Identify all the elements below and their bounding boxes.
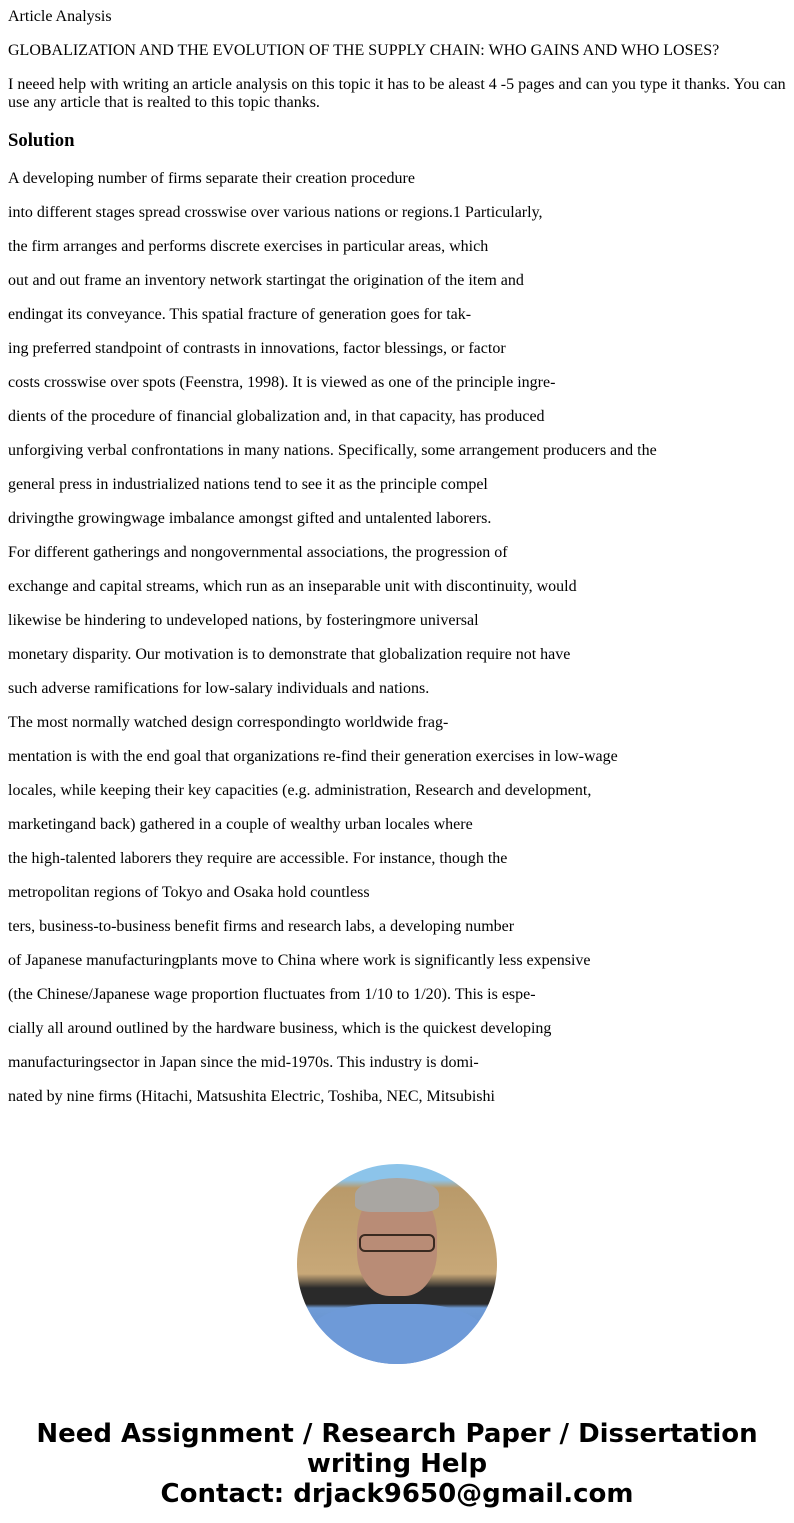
footer-line: writing Help: [306, 1449, 488, 1479]
solution-line: such adverse ramifications for low-salary individuals and nations.: [8, 680, 430, 697]
solution-line: cially all around outlined by the hardware business, which is the quickest developing: [8, 1020, 552, 1037]
solution-line: A developing number of firms separate their creation procedure: [8, 170, 415, 187]
solution-line: the firm arranges and performs discrete exercises in particular areas, which: [8, 238, 489, 255]
solution-line: likewise be hindering to undeveloped nations, by fosteringmore universal: [8, 612, 479, 629]
solution-line: (the Chinese/Japanese wage proportion fluctuates from 1/10 to 1/20). This is espe-: [8, 986, 536, 1003]
solution-line: For different gatherings and nongovernmental associations, the progression of: [8, 544, 508, 561]
solution-line: locales, while keeping their key capacities (e.g. administration, Research and development,: [8, 782, 592, 799]
solution-line: ing preferred standpoint of contrasts in innovations, factor blessings, or factor: [8, 340, 506, 357]
article-label: Article Analysis: [8, 8, 112, 25]
solution-line: of Japanese manufacturingplants move to China where work is significantly less expensive: [8, 952, 591, 969]
solution-line: costs crosswise over spots (Feenstra, 1998). It is viewed as one of the principle ingre-: [8, 374, 556, 391]
contact-footer: [8, 1419, 786, 1509]
solution-line: manufacturingsector in Japan since the mid-1970s. This industry is domi-: [8, 1054, 479, 1071]
solution-line: out and out frame an inventory network startingat the origination of the item and: [8, 272, 524, 289]
solution-line: monetary disparity. Our motivation is to demonstrate that globalization require not have: [8, 646, 571, 663]
question-title: GLOBALIZATION AND THE EVOLUTION OF THE SUPPLY CHAIN: WHO GAINS AND WHO LOSES?: [8, 42, 720, 59]
avatar-container: [8, 1164, 786, 1369]
footer-line: Contact: drjack9650@gmail.com: [160, 1479, 634, 1509]
solution-line: dients of the procedure of financial globalization and, in that capacity, has produced: [8, 408, 545, 425]
solution-line: exchange and capital streams, which run as an inseparable unit with discontinuity, would: [8, 578, 577, 595]
solution-line: marketingand back) gathered in a couple of wealthy urban locales where: [8, 816, 473, 833]
solution-line: drivingthe growingwage imbalance amongst gifted and untalented laborers.: [8, 510, 492, 527]
solution-line: metropolitan regions of Tokyo and Osaka hold countless: [8, 884, 370, 901]
footer-line: Need Assignment / Research Paper / Dissertation: [36, 1419, 758, 1449]
solution-line: the high-talented laborers they require are accessible. For instance, though the: [8, 850, 508, 867]
solution-line: into different stages spread crosswise over various nations or regions.1 Particularly,: [8, 204, 543, 221]
question-body: I neeed help with writing an article analysis on this topic it has to be aleast 4 -5 pages and can you type it thanks. You can use any article that is realted to this topic thanks.: [8, 76, 786, 111]
solution-line: The most normally watched design correspondingto worldwide frag-: [8, 714, 449, 731]
solution-heading: Solution: [8, 130, 75, 151]
solution-line: endingat its conveyance. This spatial fracture of generation goes for tak-: [8, 306, 472, 323]
solution-line: unforgiving verbal confrontations in many nations. Specifically, some arrangement producers and the: [8, 442, 657, 459]
solution-line: nated by nine firms (Hitachi, Matsushita Electric, Toshiba, NEC, Mitsubishi: [8, 1088, 495, 1105]
solution-line: mentation is with the end goal that organizations re-find their generation exercises in low-wage: [8, 748, 618, 765]
solution-body: [8, 170, 786, 1106]
solution-line: ters, business-to-business benefit firms and research labs, a developing number: [8, 918, 515, 935]
solution-line: general press in industrialized nations tend to see it as the principle compel: [8, 476, 488, 493]
author-avatar: [297, 1164, 497, 1364]
